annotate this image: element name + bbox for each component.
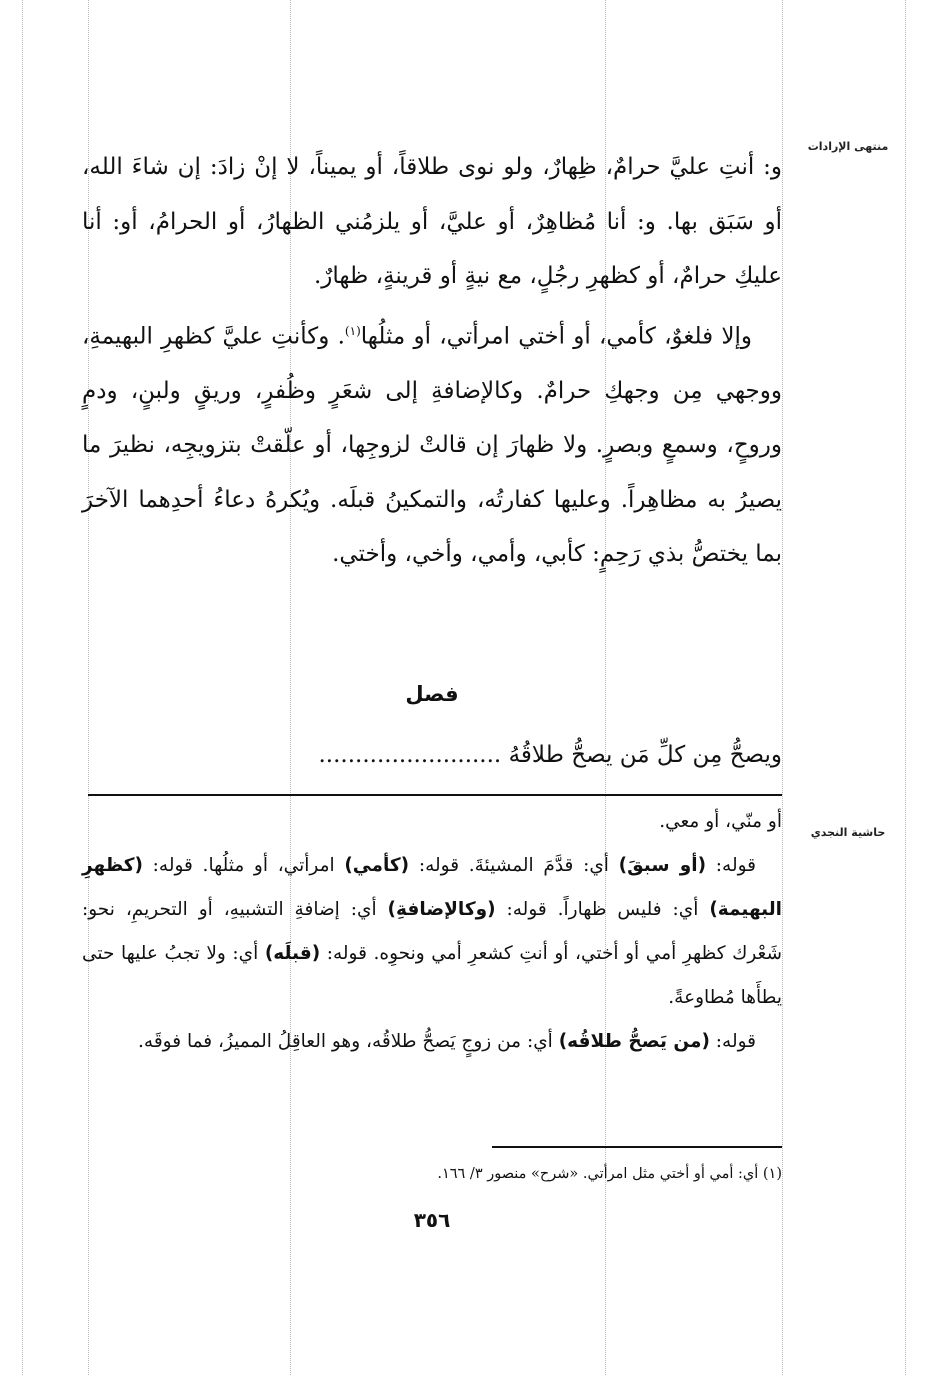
commentary-lemma: (كظهرِ البهيمة) — [82, 855, 782, 920]
commentary-lemma: (من يَصحُّ طلاقُه) — [558, 1031, 710, 1052]
page-number: ٣٥٦ — [413, 1208, 451, 1232]
section-title: فصل — [405, 682, 459, 706]
commentary-paragraph-1 — [82, 844, 782, 1020]
guide-line — [782, 0, 783, 1375]
commentary-paragraph-2 — [82, 1020, 782, 1064]
main-book-label: منتهى الإرادات — [807, 140, 889, 153]
footnote-ref: (١) — [344, 323, 361, 338]
section-line-text: ويصحُّ مِن كلِّ مَن يصحُّ طلاقُهُ — [508, 742, 782, 768]
commentary-lemma: (وكالإضافةِ) — [387, 899, 496, 920]
footnote: (١) أي: أمي أو أختي مثل امرأتي. «شرح» منصور ٣/ ١٦٦. — [437, 1166, 782, 1182]
main-paragraph-2 — [82, 304, 782, 582]
commentary-text-run: أي: من زوجٍ يَصحُّ طلاقُه، وهو العاقِلُ المميزُ، فما فوقَه. — [138, 1031, 559, 1052]
commentary-text-run: أي: ولا تجبُ عليها حتى يطأَها مُطاوعةً. — [82, 943, 782, 1008]
guide-line — [22, 0, 23, 1375]
main-paragraph-1: و: أنتِ عليَّ حرامٌ، ظِهارٌ، ولو نوى طلاقاً، أو يميناً، لا إنْ زادَ: إن شاءَ الله، أو سَبَق بها. و: أنا مُظاهِرٌ، أو عليَّ، أو يلزمُني الظهارُ، أو الحرامُ، أو: أنا عليكِ حرامٌ، أو كظهرِ رجُلٍ، مع نيةٍ أو قرينةٍ، ظهارٌ. — [82, 154, 782, 289]
commentary-text-run: أي: قدَّمَ المشيئةَ. قوله: — [409, 855, 619, 876]
commentary-paragraph-0: أو منّي، أو معي. — [659, 811, 782, 832]
commentary-text-run: أي: فليس ظهاراً. قوله: — [495, 899, 710, 920]
main-paragraph-2-start: وإلا فلغوٌ، كأمي، أو أختي امرأتي، أو مثلُها — [360, 323, 752, 350]
commentary-text-run: أي: إضافةِ التشبيهِ، أو التحريمِ، نحو: شَعْرك كظهرِ أمي أو أختي، أو أنتِ كشعرِ أمي ونحوِه. قوله: — [82, 899, 782, 964]
main-paragraph-2-rest: . وكأنتِ عليَّ كظهرِ البهيمةِ، ووجهي مِن وجهكِ حرامٌ. وكالإضافةِ إلى شعَرٍ وظُفرٍ، وريقٍ ولبنٍ، ودمٍ وروحٍ، وسمعٍ وبصرٍ. ولا ظهارَ إن قالتْ لزوجِها، أو علّقتْ بتزويجِه، نظيرَ ما يصيرُ به مظاهِراً. وعليها كفارتُه، والتمكينُ قبلَه. ويُكرهُ دعاءُ أحدِهما الآخرَ بما يختصُّ بذي رَحِمٍ: كأبي، وأمي، وأخي، وأختي. — [82, 323, 782, 568]
commentary-lemma: (قبلَه) — [264, 943, 321, 964]
section-first-line — [82, 728, 782, 782]
section-line-dots: ......................... — [318, 742, 502, 768]
commentary-lemma: (أو سبقَ) — [618, 855, 707, 876]
commentary-text-run: امرأتي، أو مثلُها. قوله: — [142, 855, 345, 876]
commentary-text-run: قوله: — [709, 1031, 756, 1052]
commentary-lemma: (كأمي) — [344, 855, 410, 876]
commentary-text-run: قوله: — [706, 855, 756, 876]
commentary-text — [82, 800, 782, 1064]
guide-line — [905, 0, 906, 1375]
commentary-separator — [88, 794, 782, 796]
commentary-label: حاشية النجدي — [810, 826, 886, 839]
main-text — [82, 140, 782, 582]
footnote-separator — [492, 1146, 782, 1148]
